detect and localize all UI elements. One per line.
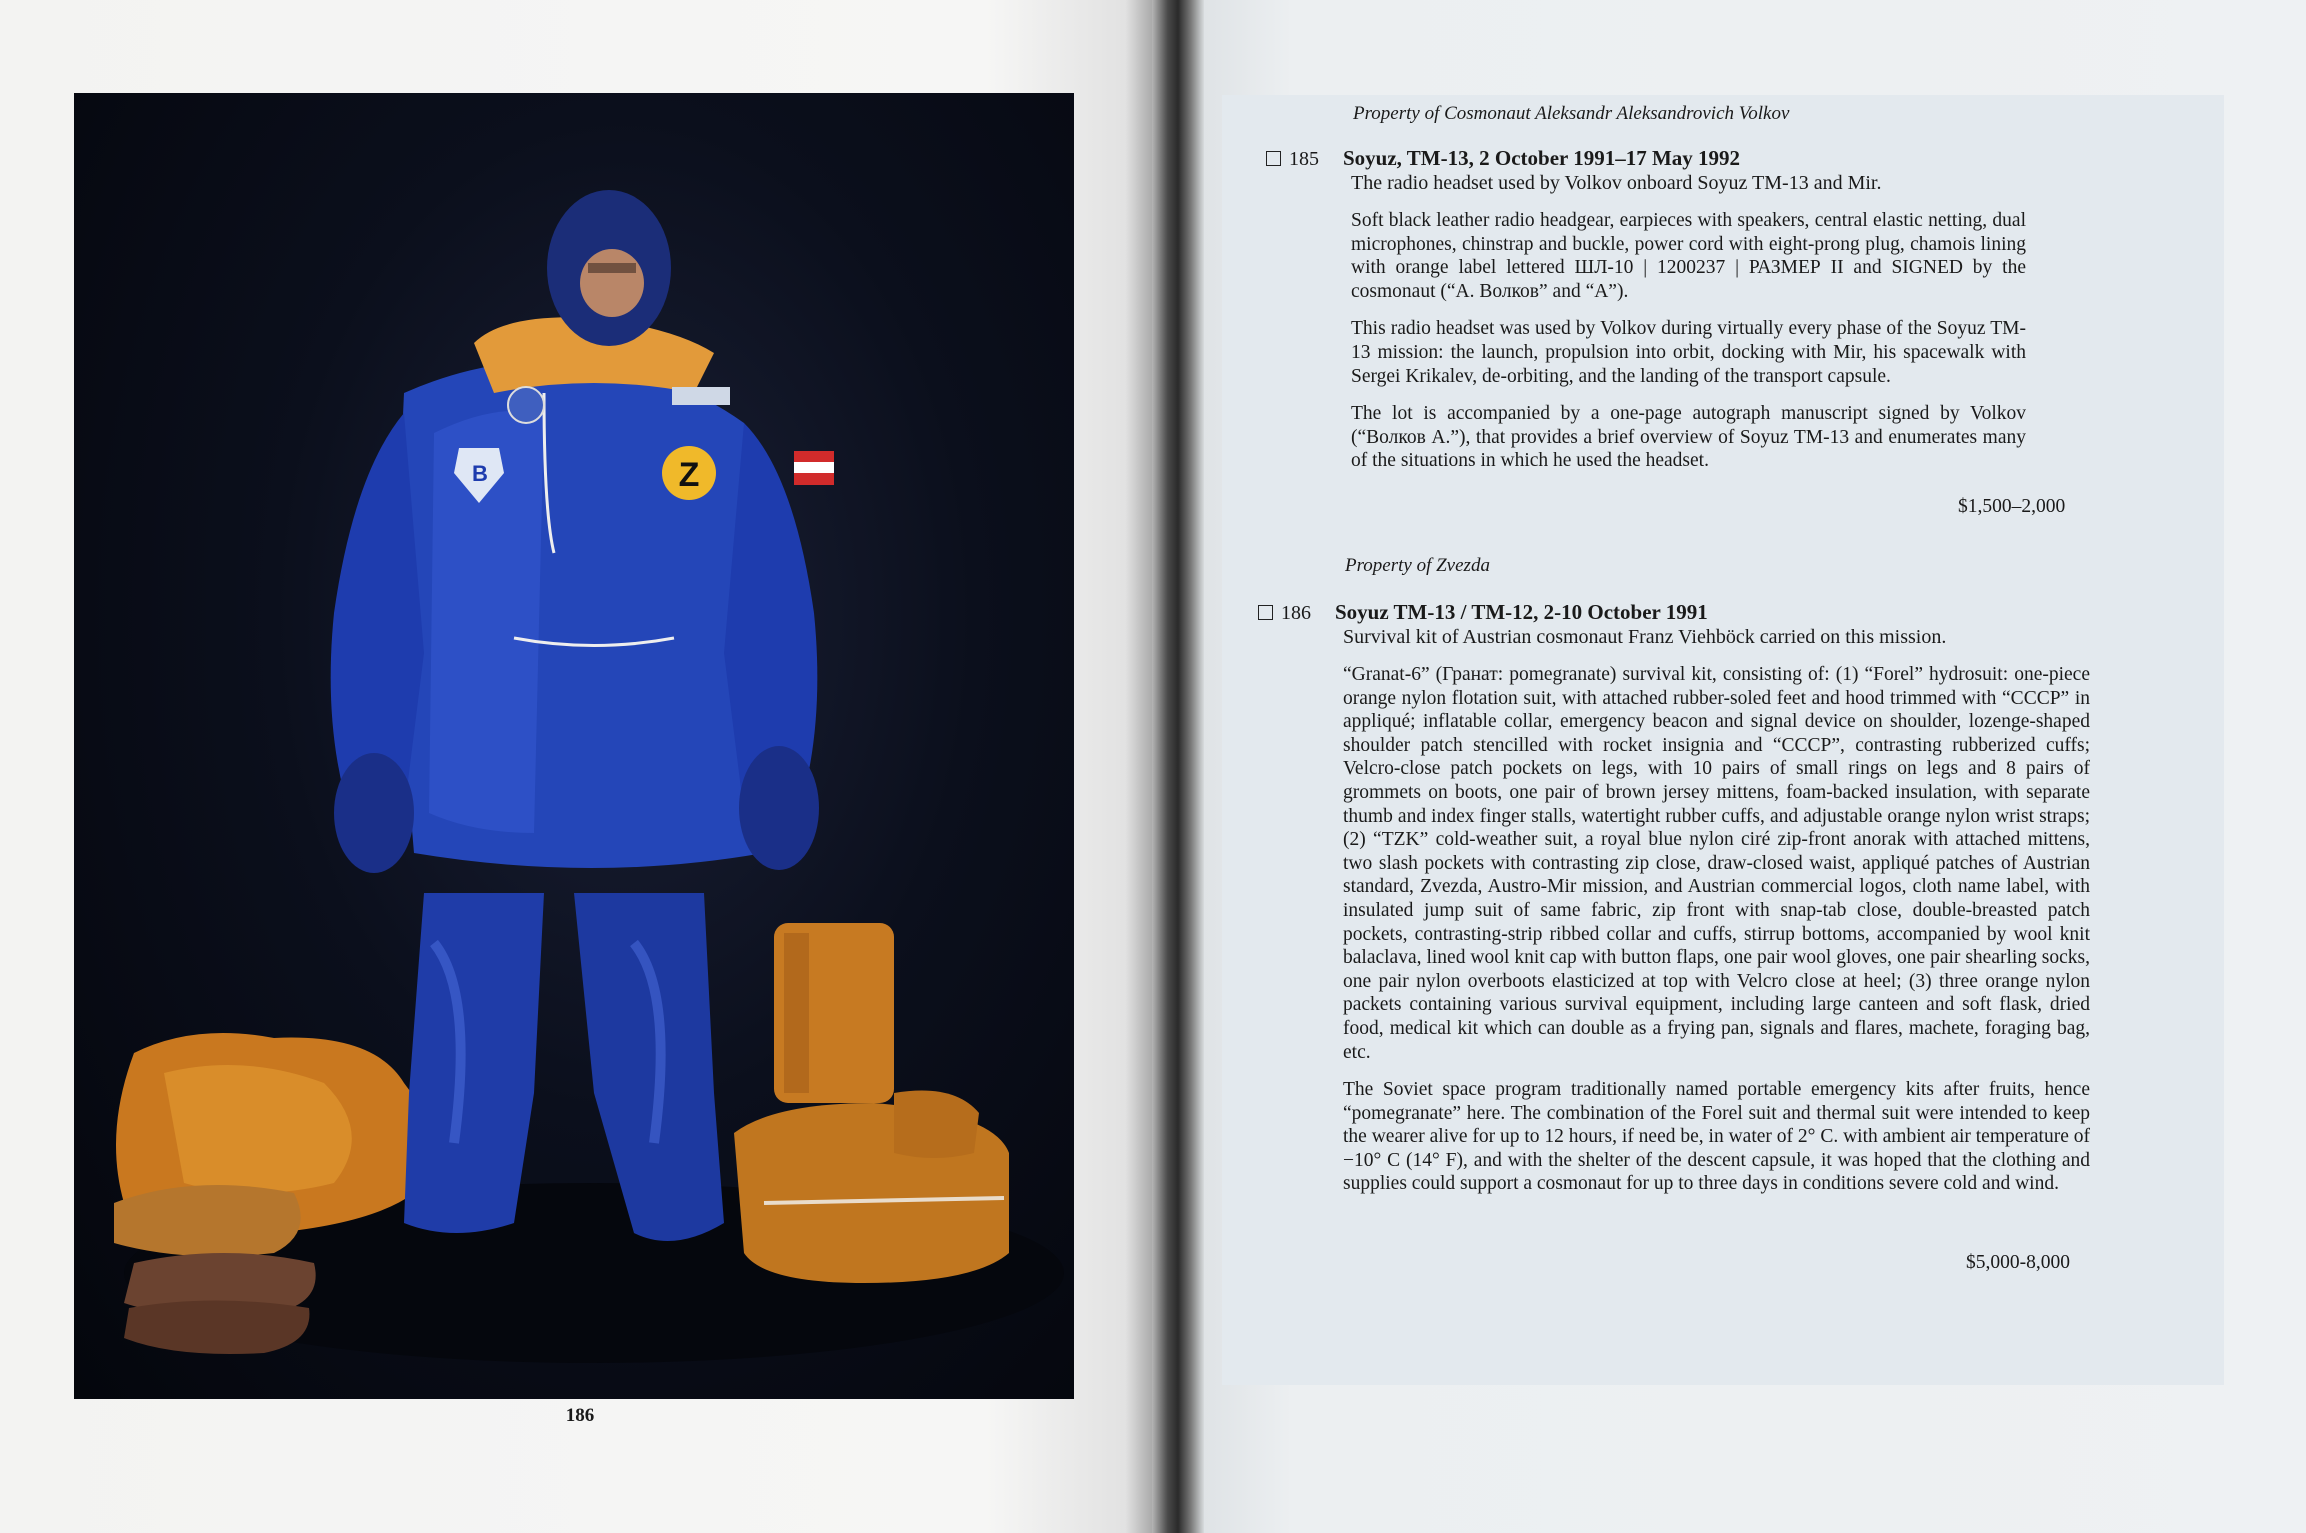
lot-186 xyxy=(1258,600,2090,1196)
lot-185-checkbox[interactable] xyxy=(1266,151,1281,166)
lot-186-estimate: $5,000-8,000 xyxy=(1966,1252,2070,1273)
lot-185-estimate: $1,500–2,000 xyxy=(1958,496,2066,517)
lot-185-header xyxy=(1266,146,2026,171)
lot-185-title: Soyuz, TM-13, 2 October 1991–17 May 1992 xyxy=(1343,146,1741,170)
lot-185-usage-note: This radio headset was used by Volkov during virtually every phase of the Soyuz TM-13 mission: the launch, propulsion into orbit, docking with Mir, his spacewalk with Sergei Krikalev, de-orbiting, and the landing of the transport capsule. xyxy=(1351,318,2026,387)
lot-185-subtitle: The radio headset used by Volkov onboard Soyuz TM-13 and Mir. xyxy=(1351,172,1882,194)
lot-186-provenance: Property of Zvezda xyxy=(1345,555,1490,576)
lot-186-checkbox[interactable] xyxy=(1258,605,1273,620)
lot-186-header xyxy=(1258,600,2090,625)
lot-186-subtitle: Survival kit of Austrian cosmonaut Franz Viehböck carried on this mission. xyxy=(1343,626,1947,648)
lot-186-history-note: The Soviet space program traditionally named portable emergency kits after fruits, hence “pomegranate” here. The combination of the Forel suit and thermal suit were intended to keep the wearer alive for up to 12 hours, if need be, in water of 2° C. with ambient air temperature of −10° C (14° F), and with the shelter of the descent capsule, it was hoped that the clothing and supplies could support a cosmonaut for up to three days in conditions severe cold and wind. xyxy=(1343,1079,2090,1195)
lot-186-title: Soyuz TM-13 / TM-12, 2-10 October 1991 xyxy=(1335,600,1708,624)
book-spine xyxy=(1152,0,1204,1533)
lot-185-manuscript-note: The lot is accompanied by a one-page autograph manuscript signed by Volkov (“Волков А.”), that provides a brief overview of Soyuz TM-13 and enumerates many of the situations in which he used the headset. xyxy=(1351,403,2026,472)
z-patch-letter: Z xyxy=(678,456,700,494)
lot-186-description: “Granat-6” (Гранат: pomegranate) survival kit, consisting of: (1) “Forel” hydrosuit: one-piece orange nylon flotation suit, with attached rubber-soled feet and hood trimmed with “CCCP” in appliqué; inflatable collar, emergency beacon and signal device on shoulder, lozenge-shaped shoulder patch stencilled with rocket insignia and “CCCP”, contrasting rubberized cuffs; Velcro-close patch pockets on legs, with 10 pairs of small rings on legs and 8 pairs of grommets on boots, one pair of brown jersey mittens, foam-backed insulation, with separate thumb and index finger stalls, watertight rubber cuffs, and adjustable orange nylon wrist straps; (2) “TZK” cold-weather suit, a royal blue nylon ciré zip-front anorak with attached mittens, two slash pockets with contrasting zip close, draw-closed waist, appliqué patches of Austrian standard, Zvezda, Austro-Mir mission, and Austrian commercial logos, cloth name label, with insulated jump suit of same fabric, zip front with snap-tab close, double-breasted patch pockets, contrasting-strip ribbed collar and cuffs, stirrup bottoms, accompanied by wool knit balaclava, lined wool knit cap with button flaps, one pair wool gloves, one pair shearling socks, one pair nylon overboots elasticized at top with Velcro close at heel; (3) three orange nylon packets containing various survival equipment, including large canteen and soft flask, dried food, medical kit which can double as a frying pan, signals and flares, machete, foraging bag, etc. xyxy=(1343,664,2090,1063)
page-number: 186 xyxy=(565,1405,595,1426)
lot-185-description: Soft black leather radio headgear, earpieces with speakers, central elastic netting, dual microphones, chinstrap and buckle, power cord with eight-prong plug, chamois lining with orange label lettered ШЛ-10 | 1200237 | РАЗМЕР II and SIGNED by the cosmonaut (“А. Волков” and “А”). xyxy=(1351,210,2026,302)
lot-185-number: 185 xyxy=(1289,148,1319,170)
lot-185 xyxy=(1266,146,2026,473)
lot-185-provenance: Property of Cosmonaut Aleksandr Aleksandrovich Volkov xyxy=(1353,103,1790,124)
cosmonaut-illustration xyxy=(74,93,1074,1399)
b-patch-letter: B xyxy=(472,461,488,486)
lot-186-number: 186 xyxy=(1281,602,1311,624)
survival-suit-photo xyxy=(74,93,1074,1399)
